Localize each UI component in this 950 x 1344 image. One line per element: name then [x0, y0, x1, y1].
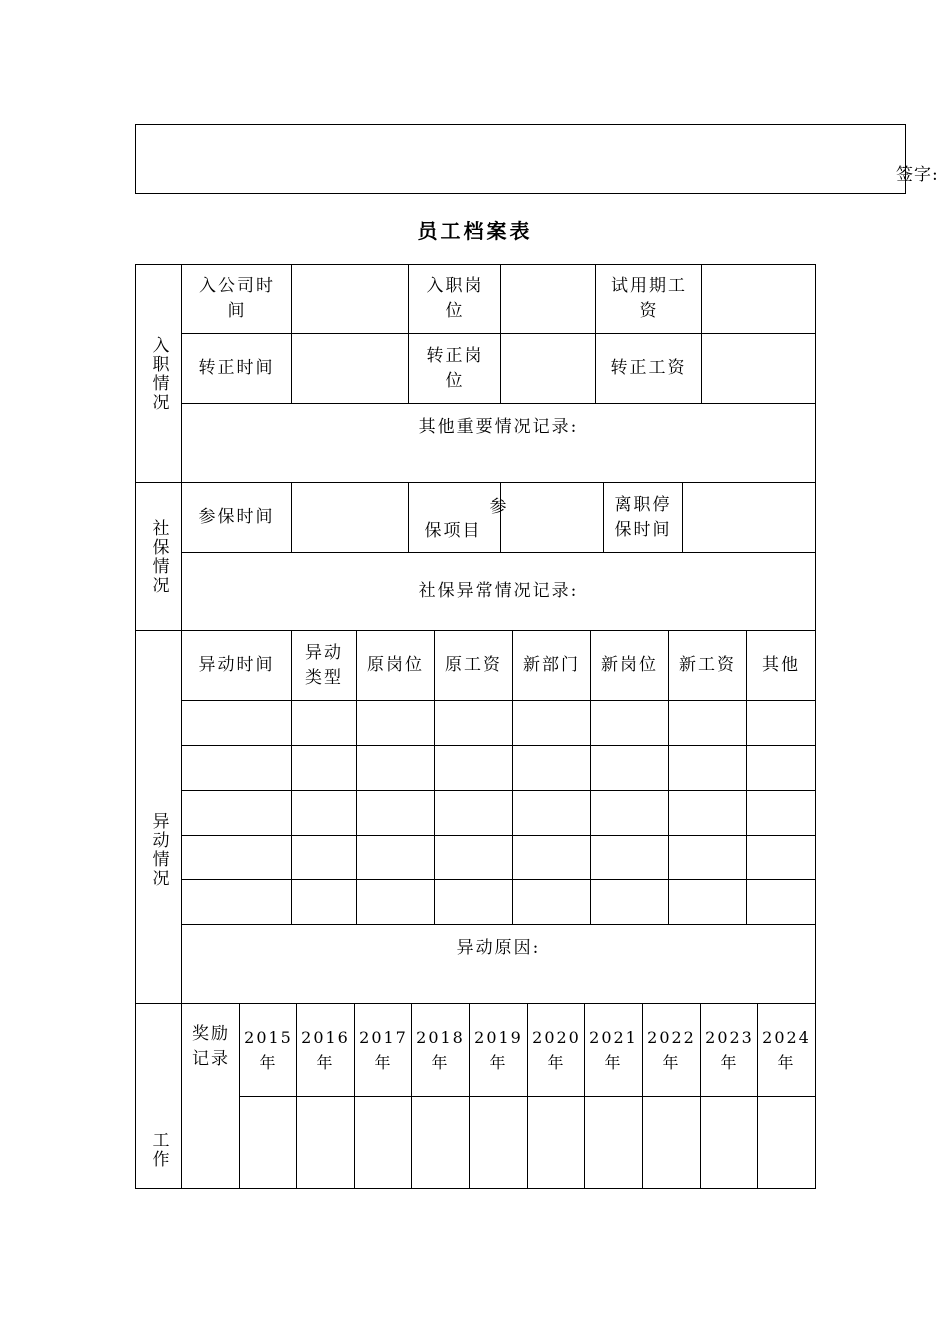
header-other: 其他	[762, 655, 800, 675]
header-new-position: 新岗位	[601, 655, 658, 675]
label-stop-date: 离职停保时间	[614, 494, 672, 540]
year-2020: 2020年	[532, 1028, 581, 1072]
signature-label: 签字:	[896, 165, 939, 185]
label-regular-salary: 转正工资	[610, 358, 687, 378]
signature-box	[135, 124, 906, 194]
year-2024: 2024年	[762, 1028, 811, 1072]
header-change-type: 异动类型	[305, 642, 343, 688]
year-2018: 2018年	[416, 1028, 465, 1072]
header-new-department: 新部门	[523, 655, 580, 675]
section-label-work: 工作	[148, 1131, 169, 1169]
label-probation-salary: 试用期工资	[611, 276, 687, 321]
label-awards: 奖励记录	[192, 1024, 230, 1069]
label-insured-items-a: 参	[489, 496, 509, 517]
header-old-position: 原岗位	[367, 655, 424, 675]
label-enroll-date: 参保时间	[198, 507, 275, 527]
year-2017: 2017年	[359, 1028, 408, 1072]
year-2016: 2016年	[301, 1028, 350, 1072]
section-label-changes: 异动情况	[148, 812, 169, 888]
header-old-salary: 原工资	[445, 655, 502, 675]
year-2019: 2019年	[474, 1028, 523, 1072]
label-regular-position: 转正岗位	[426, 345, 484, 391]
header-change-date: 异动时间	[198, 655, 275, 675]
year-2023: 2023年	[705, 1028, 754, 1072]
label-other-notes: 其他重要情况记录:	[418, 416, 579, 437]
section-label-entry: 入职情况	[148, 335, 169, 412]
label-abnormal-notes: 社保异常情况记录:	[418, 580, 579, 601]
label-position: 入职岗位	[426, 276, 484, 321]
section-label-social-security: 社保情况	[148, 518, 169, 595]
header-new-salary: 新工资	[679, 655, 736, 675]
page-title: 员工档案表	[417, 219, 533, 243]
label-regularization-date: 转正时间	[198, 358, 275, 378]
year-2022: 2022年	[647, 1028, 696, 1072]
year-2021: 2021年	[589, 1028, 638, 1072]
year-2015: 2015年	[244, 1028, 293, 1072]
label-insured-items-b: 保项目	[424, 520, 482, 541]
label-hire-date: 入公司时间	[199, 276, 275, 321]
label-change-reason: 异动原因:	[456, 937, 541, 958]
